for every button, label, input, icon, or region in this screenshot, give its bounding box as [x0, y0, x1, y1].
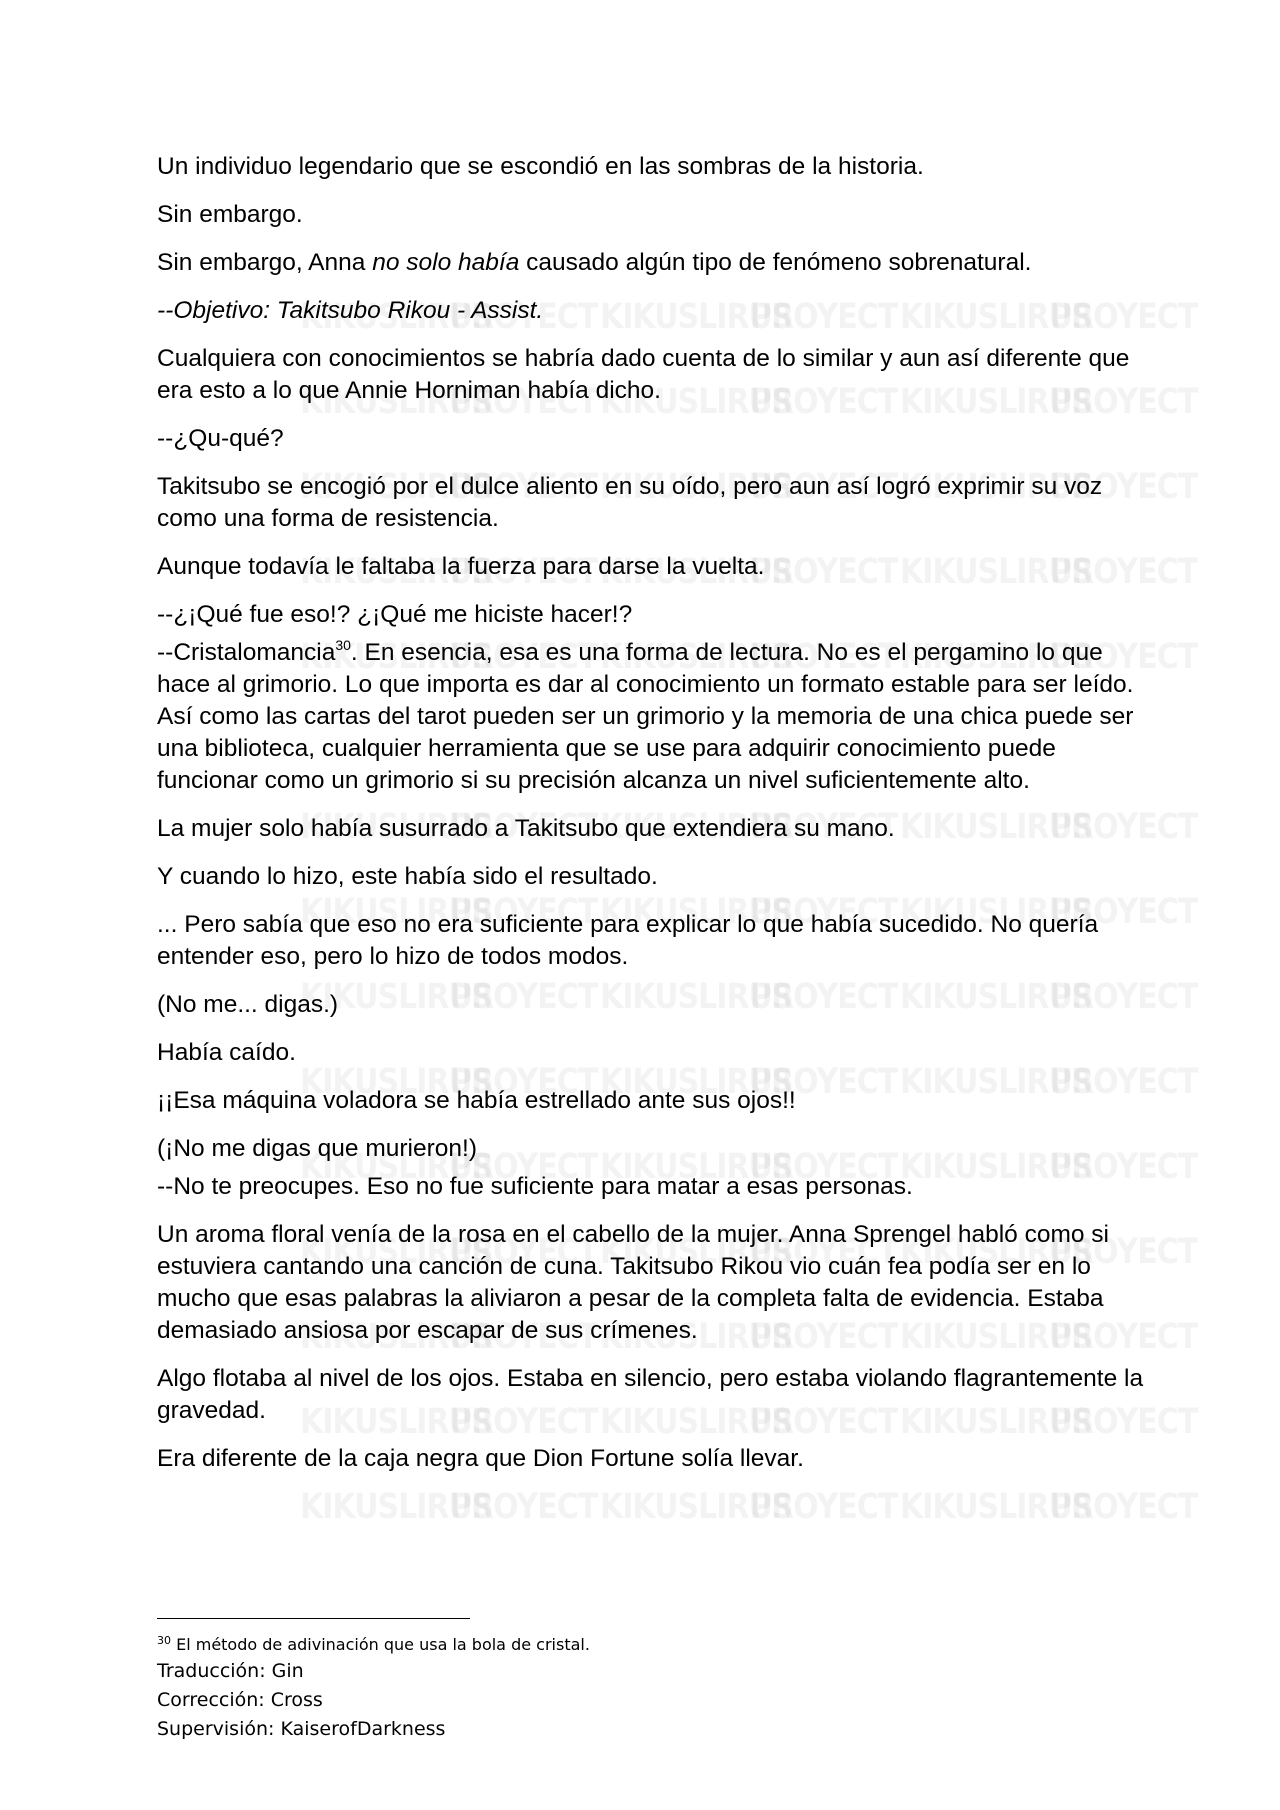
- watermark-word: [1050, 1487, 1200, 1533]
- credit-correction: Corrección: Cross: [157, 1689, 323, 1711]
- footnote-number: 30: [157, 1634, 171, 1647]
- paragraph: La mujer solo había susurrado a Takitsubo que extendiera su mano.: [157, 815, 895, 842]
- watermark-word: [600, 1487, 750, 1533]
- paragraph: Cualquiera con conocimientos se habría dado cuenta de lo similar y aun así diferente que era esto a lo que Annie Horniman había dicho.: [157, 345, 1130, 404]
- watermark-word: [900, 1487, 1050, 1533]
- paragraph: --No te preocupes. Eso no fue suficiente para matar a esas personas.: [157, 1173, 913, 1200]
- watermark-row: [300, 1490, 1200, 1530]
- paragraph: --¿Qu-qué?: [157, 425, 284, 452]
- document-body: [157, 151, 1147, 1491]
- footnote-area: [157, 1618, 1147, 1744]
- paragraph: [157, 247, 1147, 279]
- credit-translation: Traducción: Gin: [157, 1660, 304, 1682]
- paragraph: [157, 295, 1147, 327]
- paragraph: Takitsubo se encogió por el dulce aliento en su oído, pero aun así logró exprimir su voz como una forma de resistencia.: [157, 473, 1103, 532]
- footnote-text: El método de adivinación que usa la bola de cristal.: [171, 1635, 590, 1654]
- paragraph: Y cuando lo hizo, este había sido el resultado.: [157, 863, 658, 890]
- footnote-reference[interactable]: 30: [335, 637, 351, 653]
- paragraph: Un aroma floral venía de la rosa en el cabello de la mujer. Anna Sprengel habló como si estuviera cantando una canción de cuna. Takitsubo Rikou vio cuán fea podía ser en lo mucho que esas palabras la aliviaron a pesar de la completa falta de evidencia. Estaba demasiado ansiosa por escapar de sus crímenes.: [157, 1221, 1109, 1344]
- paragraph: Un individuo legendario que se escondió en las sombras de la historia.: [157, 153, 924, 180]
- paragraph: Era diferente de la caja negra que Dion Fortune solía llevar.: [157, 1445, 804, 1472]
- paragraph: Había caído.: [157, 1039, 296, 1066]
- footnote-separator: [157, 1618, 470, 1619]
- paragraph: Aunque todavía le faltaba la fuerza para darse la vuelta.: [157, 553, 765, 580]
- paragraph: (No me... digas.): [157, 991, 339, 1018]
- paragraph-text: causado algún tipo de fenómeno sobrenatural.: [519, 249, 1032, 276]
- watermark-word: [450, 1487, 600, 1533]
- emphasis-text: no solo había: [372, 249, 520, 276]
- emphasis-text: --Objetivo: Takitsubo Rikou - Assist.: [157, 297, 544, 324]
- paragraph: ... Pero sabía que eso no era suficiente para explicar lo que había sucedido. No quería entender eso, pero lo hizo de todos modos.: [157, 911, 1099, 970]
- paragraph: --¿¡Qué fue eso!? ¿¡Qué me hiciste hacer!?: [157, 601, 633, 628]
- paragraph: [157, 637, 1147, 797]
- paragraph-text: . En esencia, esa es una forma de lectura. No es el pergamino lo que hace al grimorio. Lo que importa es dar al conocimiento un formato estable para ser leído. Así como las cartas del tarot pueden ser un grimorio y la memoria de una chica puede ser una biblioteca, cualquier herramienta que se use para adquirir conocimiento puede funcionar como un grimorio si su precisión alcanza un nivel suficientemente alto.: [157, 639, 1134, 794]
- watermark-word: [750, 1487, 900, 1533]
- paragraph-text: --Cristalomancia: [157, 639, 336, 666]
- paragraph: Sin embargo.: [157, 201, 303, 228]
- watermark-word: [300, 1487, 450, 1533]
- paragraph-text: Sin embargo, Anna: [157, 249, 373, 276]
- credit-supervision: Supervisión: KaiserofDarkness: [157, 1718, 446, 1740]
- paragraph: Algo flotaba al nivel de los ojos. Estaba en silencio, pero estaba violando flagrantemente la gravedad.: [157, 1365, 1144, 1424]
- paragraph: (¡No me digas que murieron!): [157, 1135, 477, 1162]
- footnote: [157, 1633, 1147, 1657]
- paragraph: ¡¡Esa máquina voladora se había estrellado ante sus ojos!!: [157, 1087, 796, 1114]
